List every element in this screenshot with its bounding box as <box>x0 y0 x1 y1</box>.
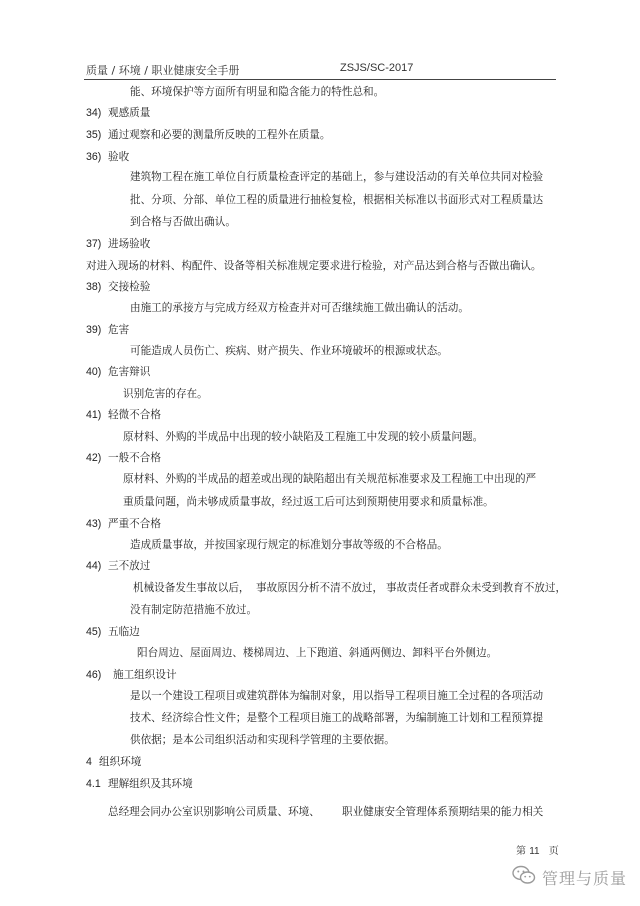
item-number: 45) <box>86 626 102 638</box>
term-definition: 机械设备发生事故以后， <box>133 582 250 594</box>
section-heading: 组织环境 <box>99 756 142 768</box>
term-heading: 严重不合格 <box>108 518 161 530</box>
term-definition: 阳台周边、屋面周边、楼梯周边、上下跑道、斜通两侧边、卸料平台外侧边。 <box>137 647 498 659</box>
page-prefix: 第 <box>516 846 526 857</box>
header-doc-code: ZSJS/SC-2017 <box>340 62 414 74</box>
subsection-number: 4.1 <box>86 778 101 790</box>
term-definition: 事故原因分析不清不放过， <box>256 582 384 594</box>
wechat-icon <box>512 865 536 889</box>
term-definition: 技术、经济综合性文件；是整个工程项目施工的战略部署，为编制施工计划和工程预算提 <box>130 712 544 724</box>
item-number: 40) <box>86 366 102 378</box>
item-number: 37) <box>86 238 102 250</box>
term-heading: 三不放过 <box>108 560 151 572</box>
term-definition: 重质量问题，尚未够成质量事故，经过返工后可达到预期使用要求和质量标准。 <box>123 496 494 508</box>
body-text: 总经理会同办公室识别影响公司质量、环境、 <box>108 806 320 818</box>
term-definition: 批、分项、分部、单位工程的质量进行抽检复检，根据相关标准以书面形式对工程质量达 <box>130 194 544 206</box>
text-line: 能、环境保护等方面所有明显和隐含能力的特性总和。 <box>130 86 385 98</box>
term-definition: 造成质量事故，并按国家现行规定的标准划分事故等级的不合格品。 <box>130 539 448 551</box>
item-number: 43) <box>86 518 102 530</box>
term-heading: 危害辩识 <box>108 366 151 378</box>
header-title: 质量 / 环境 / 职业健康安全手册 <box>86 64 240 77</box>
term-heading: 观感质量 <box>108 107 151 119</box>
body-text: 职业健康安全管理体系预期结果的能力相关 <box>342 806 544 818</box>
header-rule <box>84 79 556 80</box>
term-definition: 原材料、外购的半成品中出现的较小缺陷及工程施工中发现的较小质量问题。 <box>123 431 484 443</box>
term-definition: 供依据；是本公司组织活动和实现科学管理的主要依据。 <box>130 734 395 746</box>
watermark-text: 管理与质量 <box>542 868 628 888</box>
term-heading: 一般不合格 <box>108 452 161 464</box>
term-definition: 由施工的承接方与完成方经双方检查并对可否继续施工做出确认的活动。 <box>130 302 469 314</box>
term-definition: 通过观察和必要的测量所反映的工程外在质量。 <box>108 129 331 141</box>
item-number: 35) <box>86 129 102 141</box>
page-suffix: 页 <box>548 846 559 857</box>
term-heading: 五临边 <box>108 626 140 638</box>
term-definition: 原材料、外购的半成品的超差或出现的缺陷超出有关规范标准要求及工程施工中出现的严 <box>123 473 537 485</box>
item-number: 42) <box>86 452 102 464</box>
term-definition: 是以一个建设工程项目或建筑群体为编制对象，用以指导工程项目施工全过程的各项活动 <box>130 690 544 702</box>
item-number: 34) <box>86 107 102 119</box>
item-number: 36) <box>86 151 102 163</box>
term-definition: 建筑物工程在施工单位自行质量检查评定的基础上，参与建设活动的有关单位共同对检验 <box>130 171 544 183</box>
term-definition: 没有制定防范措施不放过。 <box>130 604 258 616</box>
term-definition: 对进入现场的材料、构配件、设备等相关标准规定要求进行检验，对产品达到合格与否做出确认。 <box>86 260 542 272</box>
subsection-heading: 理解组织及其环境 <box>108 778 193 790</box>
term-heading: 轻微不合格 <box>108 409 161 421</box>
term-heading: 施工组织设计 <box>113 669 177 681</box>
term-definition: 到合格与否做出确认。 <box>130 216 236 228</box>
item-number: 46) <box>86 669 102 681</box>
page-value: 11 <box>529 846 540 857</box>
watermark <box>512 865 627 889</box>
term-heading: 危害 <box>108 324 130 336</box>
term-definition: 可能造成人员伤亡、疾病、财产损失、作业环境破坏的根源或状态。 <box>130 345 448 357</box>
term-definition: 识别危害的存在。 <box>123 388 208 400</box>
page-number <box>516 842 559 857</box>
item-number: 39) <box>86 324 102 336</box>
section-number: 4 <box>86 756 92 768</box>
item-number: 41) <box>86 409 102 421</box>
term-definition: 事故责任者或群众未受到教育不放过， <box>386 582 567 594</box>
item-number: 38) <box>86 281 102 293</box>
term-heading: 进场验收 <box>108 238 151 250</box>
item-number: 44) <box>86 560 102 572</box>
term-heading: 交接检验 <box>108 281 151 293</box>
term-heading: 验收 <box>108 151 130 163</box>
